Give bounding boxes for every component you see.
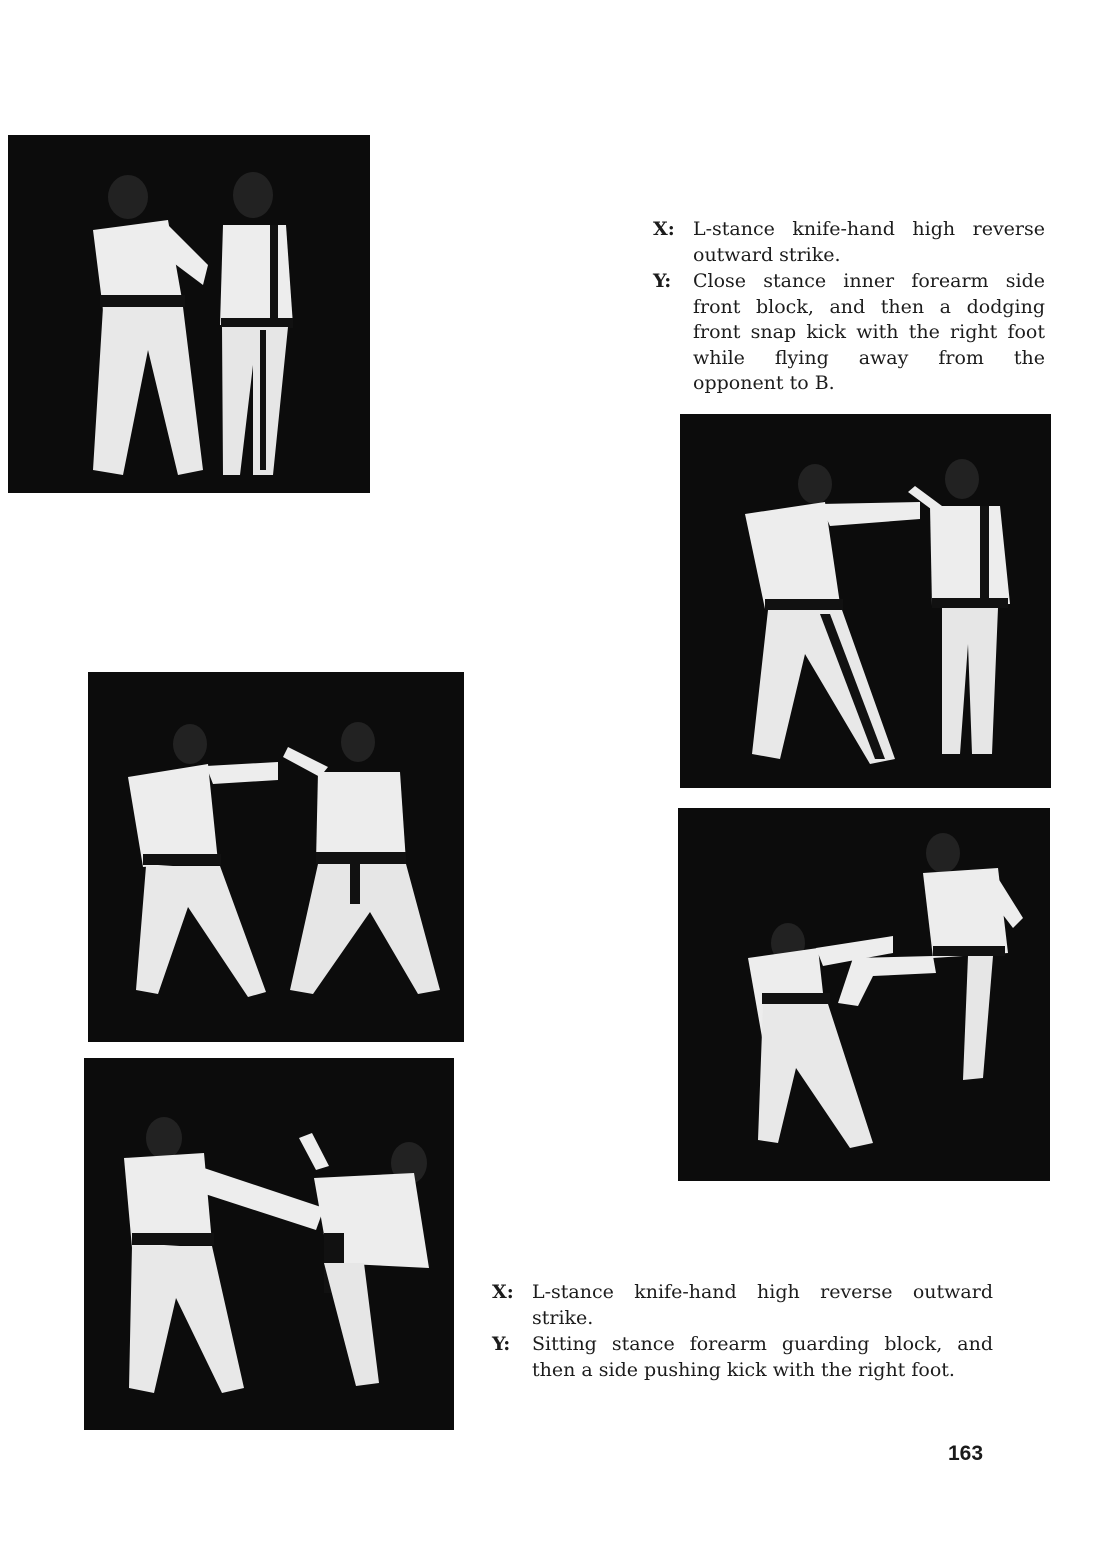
page-number: 163 xyxy=(948,1442,984,1465)
caption-text-y: Close stance inner forearm side front block, and then a dodging front snap kick with the right foot while flying away from the opponent to B. xyxy=(693,270,1045,394)
caption-text-y: Sitting stance forearm guarding block, and then a side pushing kick with the right foot. xyxy=(532,1333,993,1381)
caption-line-x xyxy=(492,1280,993,1331)
caption-label-x: X: xyxy=(653,218,675,240)
caption-label-y: Y: xyxy=(653,270,672,292)
caption-top-right xyxy=(653,217,1045,397)
caption-label-y: Y: xyxy=(492,1333,511,1355)
caption-line-y xyxy=(653,269,1045,397)
caption-label-x: X: xyxy=(492,1281,514,1303)
caption-line-x xyxy=(653,217,1045,268)
photo-top-left-close-stance xyxy=(8,135,370,493)
photo-right-flying-kick xyxy=(678,808,1050,1181)
photo-right-strike-block xyxy=(680,414,1051,788)
caption-text-x: L-stance knife-hand high reverse outward strike. xyxy=(532,1281,993,1329)
photo-left-side-kick xyxy=(84,1058,454,1430)
caption-text-x: L-stance knife-hand high reverse outward strike. xyxy=(693,218,1045,266)
caption-bottom-right xyxy=(492,1280,993,1383)
caption-line-y xyxy=(492,1332,993,1383)
photo-left-facing-off xyxy=(88,672,464,1042)
